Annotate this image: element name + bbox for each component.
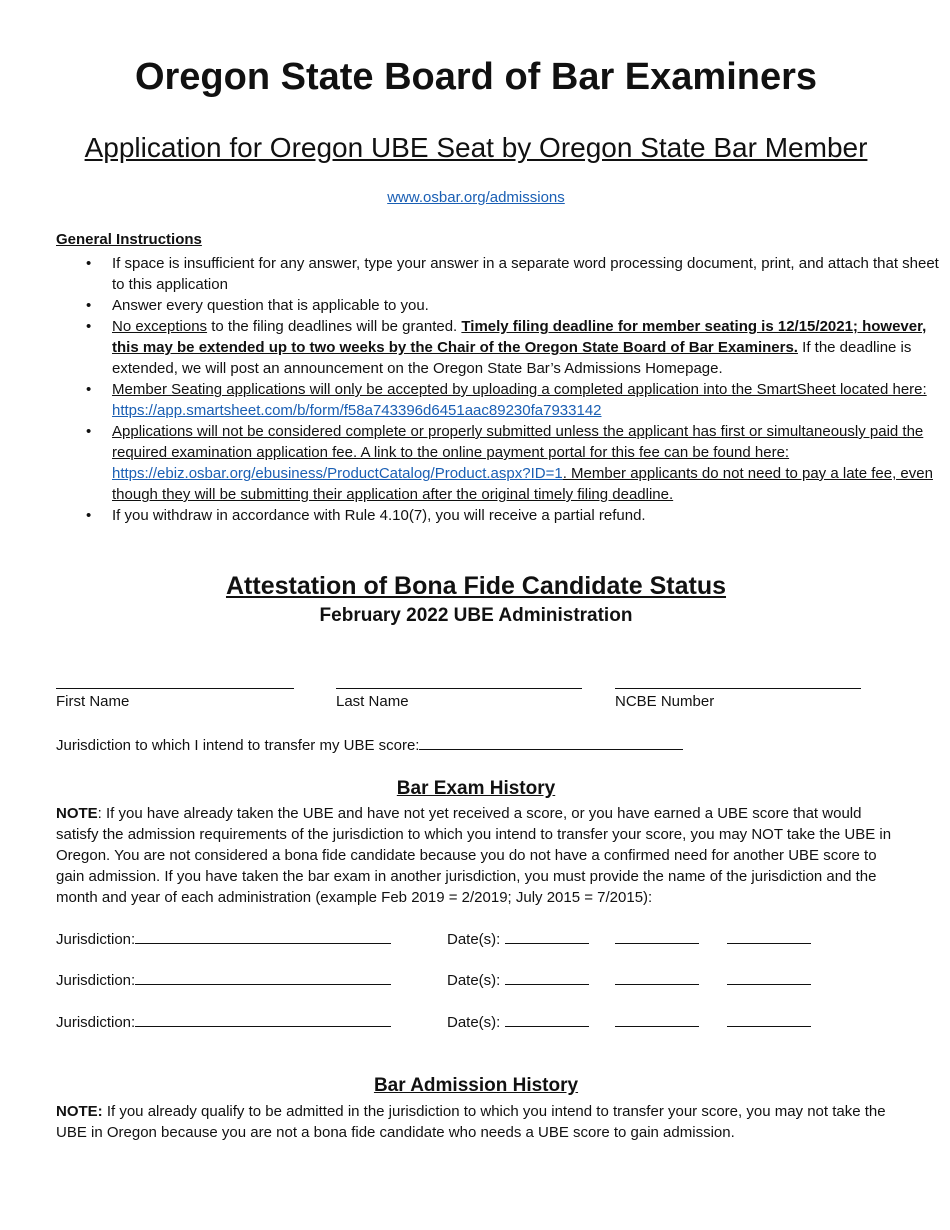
date-field[interactable]: [615, 929, 699, 944]
date-field[interactable]: [727, 929, 811, 944]
jurisdiction-row: [56, 1012, 391, 1031]
deadline-text: Timely filing deadline for member seating is 12/15/2021; however, this may be extended up to two weeks by the Chair of the Oregon State Board of Bar Examiners.: [112, 318, 927, 356]
general-instructions-heading: General Instructions: [56, 231, 202, 248]
bar-admission-history-note: [56, 1101, 896, 1143]
list-item: [112, 505, 950, 526]
note-text: If you already qualify to be admitted in the jurisdiction to which you intend to transfer your score, you may not take the UBE in Oregon because you are not a bona fide candidate who needs a UBE score to gain admission.: [56, 1103, 886, 1141]
note-label: NOTE:: [56, 1103, 103, 1120]
transfer-jurisdiction-label: Jurisdiction to which I intend to transfer my UBE score:: [56, 737, 420, 754]
date-field[interactable]: [727, 970, 811, 985]
dates-label: Date(s):: [447, 1014, 501, 1031]
instruction-text: If the deadline is extended, we will post an announcement on the Oregon State Bar’s Admissions Homepage.: [112, 339, 912, 377]
instruction-text: Applications will not be considered complete or properly submitted unless the applicant has first or simultaneously paid the required examination application fee. A link to the online payment portal for this fee can be found here:: [112, 423, 924, 461]
instruction-text: Member Seating applications will only be accepted by uploading a completed application into the SmartSheet located here:: [112, 381, 927, 398]
list-item: [112, 379, 950, 421]
note-label: NOTE: [56, 805, 98, 822]
note-text: : If you have already taken the UBE and have not yet received a score, or you have earned a UBE score that would satisfy the admission requirements of the jurisdiction to which you intend to transfer your score, you may NOT take the UBE in Oregon. You are not considered a bona fide candidate because you do not have a confirmed need for another UBE score to gain admission. If you have taken the bar exam in another jurisdiction, you must provide the name of the jurisdiction and the month and year of each administration (example Feb 2019 = 2/2019; July 2015 = 7/2015):: [56, 805, 892, 906]
attestation-title: Attestation of Bona Fide Candidate Status: [225, 572, 727, 600]
attestation-subtitle: February 2022 UBE Administration: [319, 605, 633, 626]
date-field[interactable]: [615, 1012, 699, 1027]
ncbe-number-field[interactable]: [615, 688, 861, 689]
first-name-field[interactable]: [56, 688, 294, 689]
list-item: [112, 421, 950, 505]
dates-row: [447, 929, 811, 948]
date-field[interactable]: [505, 929, 589, 944]
admissions-website-link[interactable]: www.osbar.org/admissions: [387, 189, 565, 206]
instruction-text: Answer every question that is applicable to you.: [112, 297, 429, 314]
smartsheet-link[interactable]: https://app.smartsheet.com/b/form/f58a743396d6451aac89230fa7933142: [112, 402, 602, 419]
transfer-jurisdiction-field[interactable]: [419, 735, 683, 750]
board-title: Oregon State Board of Bar Examiners: [134, 56, 818, 98]
list-item: [112, 295, 950, 316]
list-item: [112, 253, 950, 295]
dates-label: Date(s):: [447, 931, 501, 948]
last-name-label: Last Name: [336, 693, 409, 710]
instructions-list: [56, 253, 950, 526]
jurisdiction-field[interactable]: [135, 970, 391, 985]
dates-row: [447, 970, 811, 989]
date-field[interactable]: [505, 1012, 589, 1027]
jurisdiction-row: [56, 929, 391, 948]
payment-portal-link[interactable]: https://ebiz.osbar.org/ebusiness/ProductCatalog/Product.aspx?ID=1: [112, 465, 563, 482]
date-field[interactable]: [727, 1012, 811, 1027]
instruction-text: If space is insufficient for any answer, type your answer in a separate word processing document, print, and attach that sheet to this application: [112, 255, 939, 293]
bar-admission-history-title: Bar Admission History: [373, 1075, 579, 1096]
instruction-text: to the filing deadlines will be granted.: [207, 318, 462, 335]
jurisdiction-row: [56, 970, 391, 989]
last-name-field[interactable]: [336, 688, 582, 689]
instruction-text: If you withdraw in accordance with Rule 4.10(7), you will receive a partial refund.: [112, 507, 646, 524]
instruction-text: . Member applicants do not need to pay a late fee, even though they will be submitting their application after the original timely filing deadline.: [112, 465, 933, 503]
jurisdiction-label: Jurisdiction:: [56, 972, 136, 989]
bar-exam-history-note: [56, 803, 896, 908]
date-field[interactable]: [615, 970, 699, 985]
application-title: Application for Oregon UBE Seat by Oregon State Bar Member: [84, 132, 868, 163]
first-name-label: First Name: [56, 693, 130, 710]
ncbe-number-label: NCBE Number: [615, 693, 715, 710]
date-field[interactable]: [505, 970, 589, 985]
no-exceptions-text: No exceptions: [112, 318, 208, 335]
dates-row: [447, 1012, 811, 1031]
transfer-jurisdiction-row: [56, 735, 683, 754]
jurisdiction-label: Jurisdiction:: [56, 1014, 136, 1031]
list-item: [112, 316, 950, 379]
bar-exam-history-title: Bar Exam History: [396, 778, 556, 799]
jurisdiction-field[interactable]: [135, 1012, 391, 1027]
website-link-row: [56, 189, 896, 206]
jurisdiction-field[interactable]: [135, 929, 391, 944]
dates-label: Date(s):: [447, 972, 501, 989]
jurisdiction-label: Jurisdiction:: [56, 931, 136, 948]
